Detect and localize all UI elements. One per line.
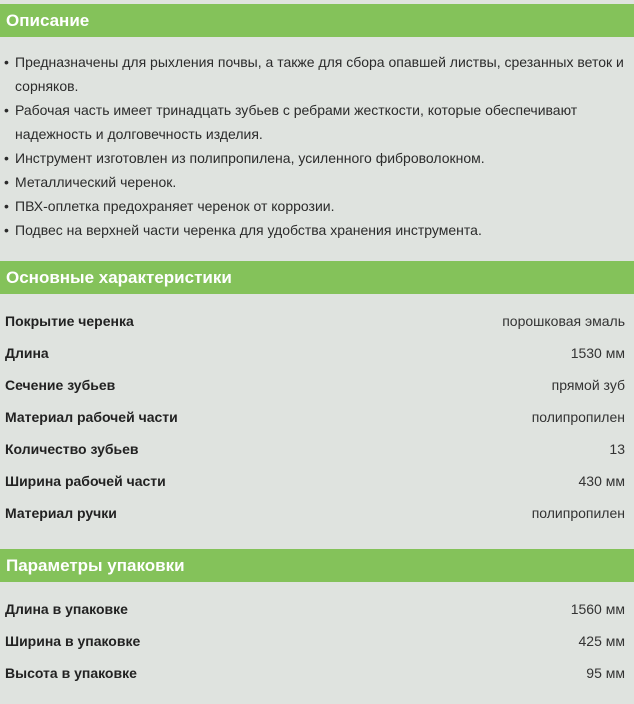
spec-value: 1530 мм <box>570 345 625 361</box>
table-row <box>0 433 634 465</box>
table-row <box>0 305 634 337</box>
spec-name: Высота в упаковке <box>5 665 137 681</box>
package-table <box>0 593 634 689</box>
list-item: • Рабочая часть имеет тринадцать зубьев с ребрами жесткости, которые обеспечивают надежность и долговечность изделия. <box>0 98 634 146</box>
table-row <box>0 657 634 689</box>
spec-value: 1560 мм <box>570 601 625 617</box>
table-row <box>0 369 634 401</box>
bullet-icon: • <box>4 102 9 118</box>
spec-name: Материал рабочей части <box>5 409 178 425</box>
spec-name: Ширина рабочей части <box>5 473 166 489</box>
list-item: • Предназначены для рыхления почвы, а также для сбора опавшей листвы, срезанных веток и сорняков. <box>0 50 634 98</box>
description-title: Описание <box>6 10 90 30</box>
package-header <box>0 549 634 582</box>
list-item: • ПВХ-оплетка предохраняет черенок от коррозии. <box>0 194 634 218</box>
spec-name: Покрытие черенка <box>5 313 134 329</box>
bullet-icon: • <box>4 222 9 238</box>
specs-title: Основные характеристики <box>6 267 232 287</box>
spec-value: полипропилен <box>531 409 625 425</box>
spec-name: Длина в упаковке <box>5 601 128 617</box>
list-item: • Инструмент изготовлен из полипропилена, усиленного фиброволокном. <box>0 146 634 170</box>
table-row <box>0 497 634 529</box>
table-row <box>0 401 634 433</box>
bullet-icon: • <box>4 174 9 190</box>
table-row <box>0 337 634 369</box>
package-title: Параметры упаковки <box>6 555 185 575</box>
list-item: • Подвес на верхней части черенка для удобства хранения инструмента. <box>0 218 634 242</box>
specs-table <box>0 305 634 529</box>
specs-header <box>0 261 634 294</box>
spec-value: 430 мм <box>578 473 625 489</box>
spec-value: полипропилен <box>531 505 625 521</box>
spec-value: порошковая эмаль <box>502 313 625 329</box>
spec-value: 13 <box>609 441 625 457</box>
spec-name: Ширина в упаковке <box>5 633 141 649</box>
table-row <box>0 465 634 497</box>
spec-name: Длина <box>5 345 49 361</box>
description-list <box>0 50 634 242</box>
spec-value: прямой зуб <box>551 377 625 393</box>
table-row <box>0 625 634 657</box>
spec-name: Материал ручки <box>5 505 117 521</box>
list-item: • Металлический черенок. <box>0 170 634 194</box>
bullet-icon: • <box>4 54 9 70</box>
spec-value: 425 мм <box>578 633 625 649</box>
bullet-icon: • <box>4 150 9 166</box>
description-header <box>0 4 634 37</box>
bullet-icon: • <box>4 198 9 214</box>
spec-value: 95 мм <box>586 665 625 681</box>
table-row <box>0 593 634 625</box>
spec-name: Сечение зубьев <box>5 377 116 393</box>
spec-name: Количество зубьев <box>5 441 139 457</box>
